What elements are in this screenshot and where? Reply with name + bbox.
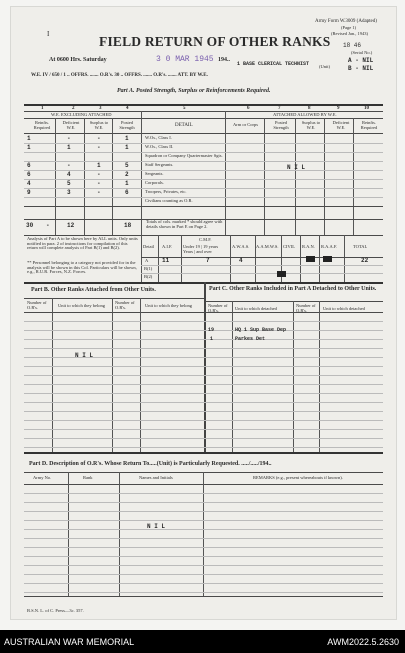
printer-line: B.S.N. L. of C. Press—3c. 357. [27,608,84,613]
part-d-title: Part D. Description of O.R's. Whose Return To.....(Unit) is Particularly Requested. ...../...../194.. [29,461,272,467]
analysis-hdr-civil: CIVIL [283,244,295,249]
revision-date: (Revised Jan., 1943) [331,31,368,36]
attached-allowed-header: ATTACHED ALLOWED BY W.E. [273,112,337,117]
col-num-1: 1 [41,106,44,111]
serial-number: 18 46 [343,42,362,49]
row-reinf: 9 [27,189,31,196]
part-c-row1-unit: HQ 1 Sup Base Dep [235,327,287,333]
row-detail: Civilians counting as O.R. [145,198,193,203]
part-c-row2-num: 1 [210,336,214,342]
analysis-note: Analysis of Part A to be shown here by ALL units. Only units notified in para. 2 of instructions for compilation of this return will complete analysis of Part B(1) and B(2). [27,236,138,251]
total-reinf: 30 [26,222,34,229]
hdr-arm-corps: Arm or Corps [233,122,258,127]
part-d-hdr-rank: Rank [83,475,93,480]
row-detail: Sergeants. [145,171,164,176]
col-num-2: 2 [72,106,75,111]
row-posted: 1 [125,144,129,151]
row-deficient: - [67,162,71,169]
row-surplus: - [97,135,101,142]
part-c-hdr-num1: Number of O.R's. [208,303,228,313]
row-deficient: 5 [67,180,71,187]
hdr-surplus: Surplus to W.E. [89,120,109,130]
analysis-row-b2: B(2) [144,274,153,279]
row-surplus: - [97,144,101,151]
part-b-nil: N I L [75,352,94,359]
row-detail: Squadron or Company Quartermaster Sgts. [145,153,223,158]
row-reinf: 6 [27,171,31,178]
part-c-hdr-unit1: Unit to which detached [235,306,277,311]
part-c-hdr-num2: Number of O.R's. [296,303,316,313]
row-reinf: 6 [27,162,31,169]
part-a-nil: A - NIL [348,57,374,64]
hdr-posted: Posted Strength [119,120,135,130]
analysis-hdr-raaf: R.A.A.F. [321,244,338,249]
row-reinf: 1 [27,135,31,142]
redaction-block [277,271,286,277]
part-b-hdr-num2: Number of O.R's. [115,300,135,310]
part-c-title: Part C. Other Ranks Included in Part A Detached to Other Units. [209,286,377,292]
part-c-row2-unit: Parkes Det [235,336,266,342]
part-b-title: Part B. Other Ranks Attached from Other Units. [31,287,156,293]
row-surplus: - [97,189,101,196]
row-posted: 6 [125,189,129,196]
category-note: ** Personnel belonging to a category not provided for in the analysis will be shown in this Col. Particulars will be shown, e.g., R.U.R. Forces, N.Z. Forces. [27,260,137,275]
row-deficient: 4 [67,171,71,178]
row-detail: W.Os., Class I. [145,135,172,140]
row-surplus: 1 [97,162,101,169]
unit-stamp: 1 BASE CLERICAL TECHNIST [237,61,310,67]
hdr-deficient-att: Deficient W.E. [332,120,350,130]
analysis-hdr-detail: Detail [143,244,154,249]
hdr-reinfts-att: Reinfts. Required [360,120,378,130]
analysis-hdr-total: TOTAL [353,244,368,249]
part-b-hdr-unit2: Unit to which they belong [145,303,192,308]
analysis-hdr-ran: R.A.N. [302,244,315,249]
redaction-block [306,256,315,262]
col-num-6: 6 [247,106,250,111]
part-d-nil: N I L [147,523,166,530]
row-detail: W.Os., Class II. [145,144,174,149]
total-posted: 18 [124,222,132,229]
we-line: W.E. IV / 650 / 1 .. OFFRS. ....... O.R's. 30 .. OFFRS. ....... O.R's. ....... ATT. BY W.E. [31,73,208,78]
part-b-hdr-unit1: Unit to which they belong [58,303,105,308]
col-num-9: 9 [337,106,340,111]
part-b-nil: B - NIL [348,65,374,72]
row-detail: Staff Sergeants. [145,162,174,167]
total-def: 12 [67,222,75,229]
page-number: (Page 1) [341,25,357,30]
part-c-row1-num: 19 [208,327,215,333]
row-detail: Corporals. [145,180,164,185]
analysis-cmf-sub: Under 19 | 19 years Years | and over [183,244,219,254]
row-deficient: 1 [67,144,71,151]
analysis-hdr-aamws: A.A.M.W.S. [256,244,279,249]
we-excluding-header: W.E. EXCLUDING ATTACHED [51,112,112,117]
analysis-a-total: 22 [361,257,369,264]
form-sheet [10,6,397,620]
attached-nil-stamp: N I L [287,164,306,171]
row-detail: Troopers, Privates, etc. [145,189,187,194]
col-num-8: 8 [308,106,311,111]
analysis-row-b1: B(1) [144,266,153,271]
analysis-a-cmf: 7 [206,257,210,264]
hdr-surplus-att: Surplus to W.E. [301,120,321,130]
analysis-hdr-aif: A.I.F. [162,244,173,249]
col-num-10: 10 [364,106,369,111]
row-posted: 5 [125,162,129,169]
accession-number: AWM2022.5.2630 [327,637,399,647]
totals-note: Totals of cols. marked * should agree with details shown in Part E on Page 2. [146,219,223,229]
hdr-posted-att: Posted Strength [273,120,289,130]
row-posted: 1 [125,180,129,187]
part-d-hdr-names: Names and Initials [139,475,173,480]
row-deficient: - [67,135,71,142]
row-reinf: 4 [27,180,31,187]
serial-label: (Serial No.) [351,50,373,55]
hdr-deficient: Deficient W.E. [62,120,80,130]
year-suffix: 194.. [218,57,230,63]
row-posted: 1 [125,135,129,142]
analysis-row-a: A [145,258,149,263]
corner-mark: I [47,30,50,38]
part-a-title: Part A. Posted Strength, Surplus or Reinforcements Required. [117,88,271,94]
row-surplus: - [97,171,101,178]
part-d-hdr-remarks: REMARKS (e.g., present whereabouts if known). [253,475,343,480]
analysis-hdr-awas: A.W.A.S. [232,244,250,249]
archive-name: AUSTRALIAN WAR MEMORIAL [4,637,135,647]
archive-footer [0,630,405,653]
hdr-detail: DETAIL [175,123,193,128]
row-deficient: 3 [67,189,71,196]
redaction-block [323,256,332,262]
total-dash: - [46,222,50,229]
col-num-7: 7 [278,106,281,111]
row-reinf: 1 [27,144,31,151]
part-c-hdr-unit2: Unit to which detached [323,306,365,311]
at-hours-line: At 0600 Hrs. Saturday [49,57,107,63]
part-d-hdr-army-no: Army No. [33,475,52,480]
army-form-number: Army Form W.3009 (Adapted) [315,19,377,24]
analysis-hdr-cmf: C.M.F. [199,237,212,242]
row-posted: 2 [125,171,129,178]
date-stamp: 3 0 MAR 1945 [156,55,214,64]
hdr-reinfts: Reinfts. Required [33,120,51,130]
col-num-3: 3 [99,106,102,111]
form-title: FIELD RETURN OF OTHER RANKS [99,34,331,49]
col-num-5: 5 [183,106,186,111]
unit-label: (Unit) [319,64,330,69]
part-b-hdr-num1: Number of O.R's. [27,300,47,310]
analysis-a-aif: 11 [162,257,170,264]
analysis-a-awas: 4 [239,257,243,264]
col-num-4: 4 [126,106,129,111]
row-surplus: - [97,180,101,187]
